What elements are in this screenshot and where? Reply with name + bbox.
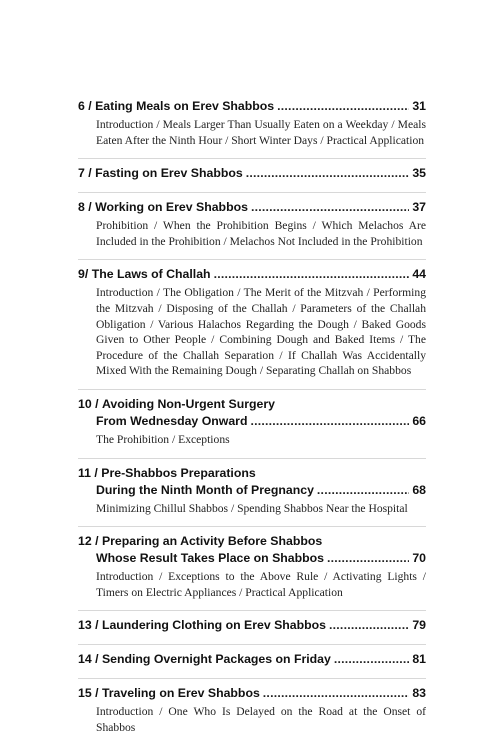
table-of-contents xyxy=(78,98,426,746)
divider xyxy=(78,259,426,260)
divider xyxy=(78,644,426,645)
toc-entry-description: Introduction / Meals Larger Than Usually Eaten on a Weekday / Meals Eaten After the Ninth Hour / Short Winter Days / Practical Application xyxy=(96,118,426,147)
dot-leader xyxy=(277,98,409,115)
toc-entry-page: 66 xyxy=(412,413,426,428)
divider xyxy=(78,389,426,390)
toc-entry-title: Preparing an Activity Before Shabbos xyxy=(101,534,323,549)
toc-entry-page: 35 xyxy=(412,166,426,181)
toc-entry-title-line2: Whose Result Takes Place on Shabbos xyxy=(96,551,325,566)
toc-entry-description: The Prohibition / Exceptions xyxy=(96,432,230,446)
toc-entry-15 xyxy=(78,685,426,735)
toc-entry-7 xyxy=(78,165,426,182)
toc-entry-number: 15 / xyxy=(78,686,99,701)
dot-leader xyxy=(334,651,409,668)
toc-entry-description: Minimizing Chillul Shabbos / Spending Shabbos Near the Hospital xyxy=(96,501,408,515)
toc-entry-number: 9/ xyxy=(78,267,89,282)
toc-entry-10 xyxy=(78,396,426,448)
toc-entry-title-line2: From Wednesday Onward xyxy=(96,413,248,428)
divider xyxy=(78,158,426,159)
toc-entry-page: 44 xyxy=(412,267,426,282)
toc-entry-page: 81 xyxy=(412,652,426,667)
toc-entry-number: 14 / xyxy=(78,652,99,667)
divider xyxy=(78,678,426,679)
toc-entry-title: Eating Meals on Erev Shabbos xyxy=(95,99,275,113)
toc-entry-page: 37 xyxy=(412,200,426,215)
toc-entry-title: The Laws of Challah xyxy=(91,267,211,282)
dot-leader xyxy=(327,550,409,567)
toc-entry-title: Fasting on Erev Shabbos xyxy=(95,166,243,181)
dot-leader xyxy=(246,165,410,182)
toc-entry-title: Laundering Clothing on Erev Shabbos xyxy=(101,618,327,633)
toc-entry-number: 13 / xyxy=(78,618,99,633)
toc-entry-11 xyxy=(78,465,426,517)
toc-entry-title: Sending Overnight Packages on Friday xyxy=(101,652,331,667)
divider xyxy=(78,610,426,611)
dot-leader xyxy=(251,199,409,216)
dot-leader xyxy=(214,266,410,283)
toc-entry-number: 10 / xyxy=(78,396,99,411)
toc-entry-9 xyxy=(78,266,426,379)
toc-entry-page: 70 xyxy=(412,551,426,566)
toc-entry-6 xyxy=(78,98,426,148)
toc-entry-number: 12 / xyxy=(78,534,99,549)
toc-entry-number: 6 / xyxy=(78,99,92,113)
toc-entry-number: 7 / xyxy=(78,166,92,181)
toc-entry-title: Pre-Shabbos Preparations xyxy=(101,465,256,480)
toc-entry-number: 11 / xyxy=(78,465,98,480)
toc-entry-page: 83 xyxy=(412,686,426,701)
toc-entry-description: Introduction / The Obligation / The Merit of the Mitzvah / Performing the Mitzvah / Disposing of the Challah / Parameters of the Challah Obligation / Various Halachos Regarding the Dough / Baked Goods Given to Other People / Combining Dough and Baked Items / The Procedure of the Challah Separation / If Challah Was Accidentally Mixed With the Remaining Dough / Separating Challah on Shabbos xyxy=(96,286,426,378)
toc-entry-8 xyxy=(78,199,426,249)
toc-entry-page: 79 xyxy=(412,618,426,633)
dot-leader xyxy=(263,685,410,702)
toc-entry-description: Introduction / Exceptions to the Above Rule / Activating Lights / Timers on Electric Appliances / Practical Application xyxy=(96,570,426,599)
dot-leader xyxy=(329,617,409,634)
toc-entry-number: 8 / xyxy=(78,200,92,215)
toc-entry-title-line2: During the Ninth Month of Pregnancy xyxy=(96,482,314,497)
toc-entry-page: 31 xyxy=(412,99,426,113)
divider xyxy=(78,526,426,527)
toc-entry-13 xyxy=(78,617,426,634)
dot-leader xyxy=(250,413,409,430)
toc-entry-title: Working on Erev Shabbos xyxy=(95,200,248,215)
toc-entry-14 xyxy=(78,651,426,668)
toc-entry-title: Traveling on Erev Shabbos xyxy=(101,686,260,701)
dot-leader xyxy=(317,482,409,499)
toc-entry-description: Prohibition / When the Prohibition Begins / Which Melachos Are Included in the Prohibition / Melachos Not Included in the Prohibition xyxy=(96,219,426,248)
divider xyxy=(78,458,426,459)
toc-entry-description: Introduction / One Who Is Delayed on the Road at the Onset of Shabbos xyxy=(96,705,426,734)
divider xyxy=(78,192,426,193)
toc-entry-title: Avoiding Non-Urgent Surgery xyxy=(101,396,276,411)
toc-entry-12 xyxy=(78,533,426,600)
toc-entry-page: 68 xyxy=(412,482,426,497)
